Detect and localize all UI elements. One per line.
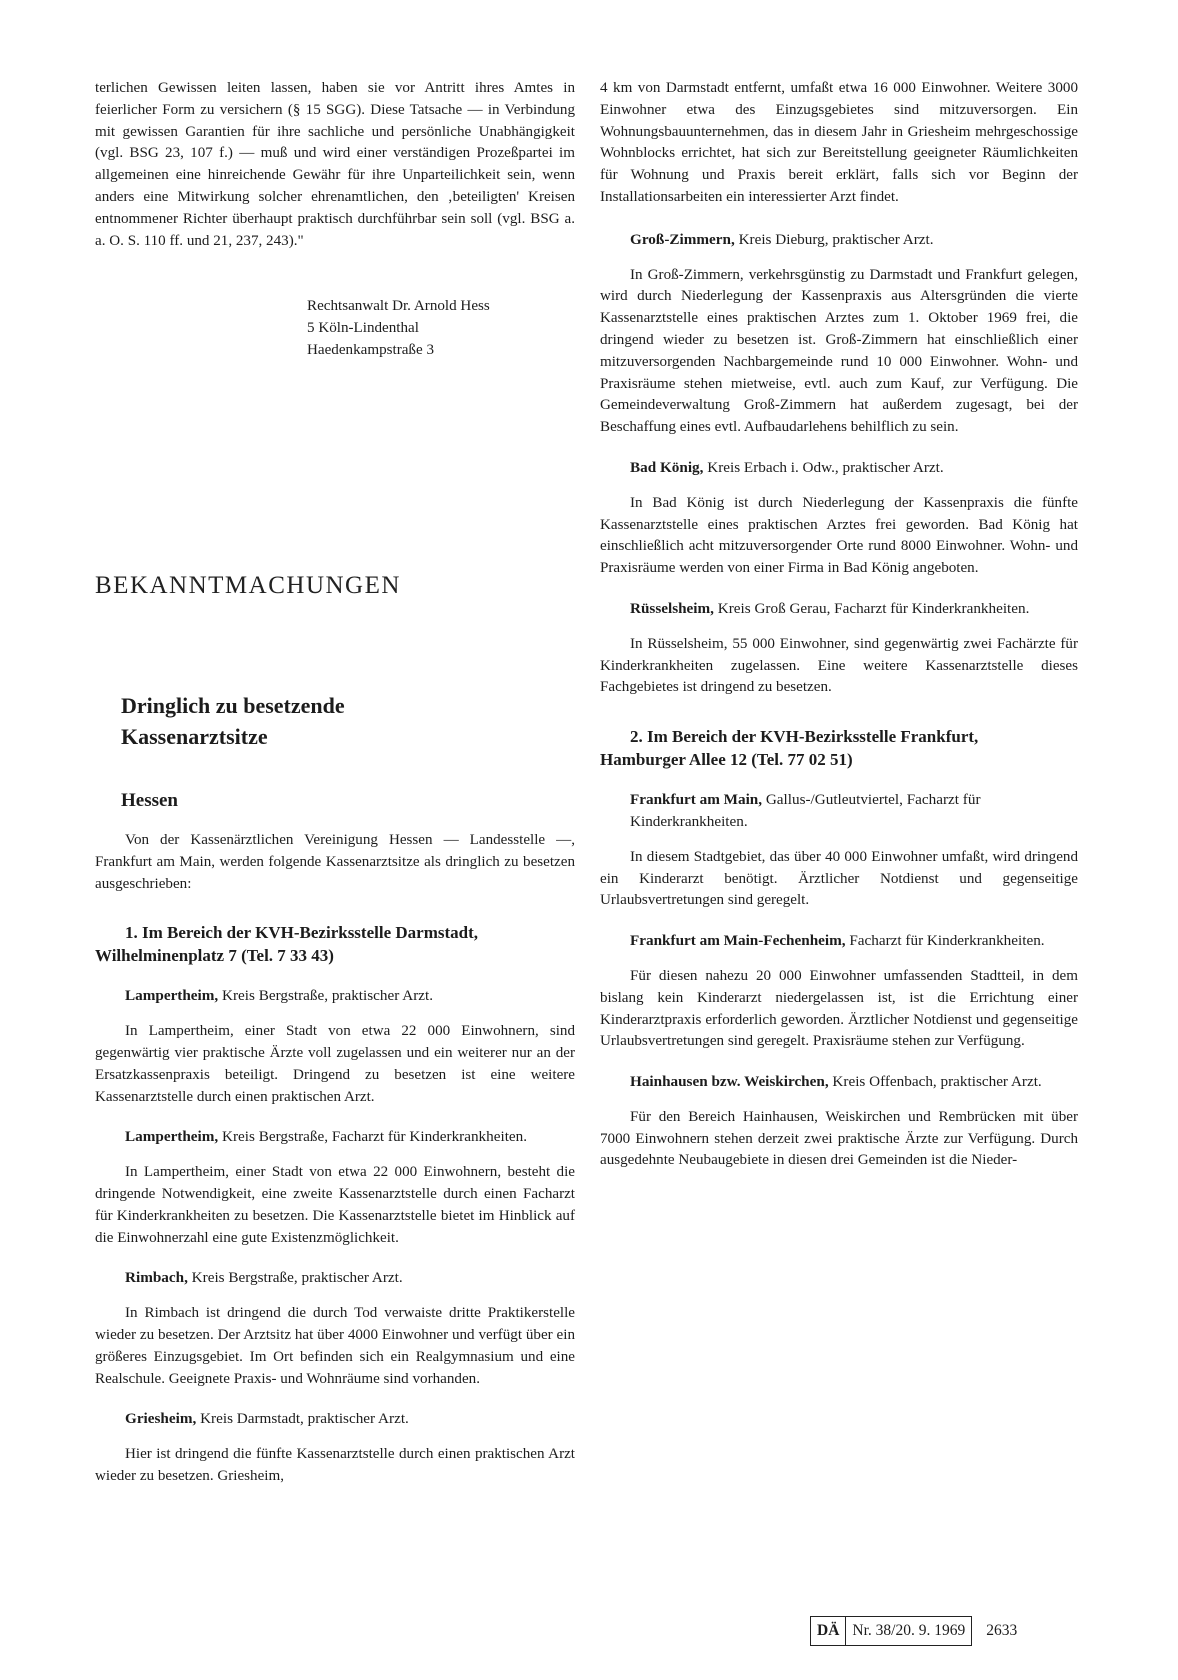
area-2-heading [600, 725, 1078, 771]
listing-body [95, 830, 575, 1488]
author-signature [307, 296, 575, 361]
area-2-line-1: 2. Im Bereich der KVH-Bezirksstelle Frankfurt, [630, 727, 979, 747]
entry-place: Rüsselsheim, [630, 599, 714, 617]
entry-place: Lampertheim, [125, 987, 219, 1005]
journal-abbrev: DÄ [810, 1616, 846, 1646]
entry-heading [600, 229, 1078, 251]
continuation-paragraph: 4 km von Darmstadt entfernt, umfaßt etwa 16 000 Einwohner. Weitere 3000 Einwohner etwa des Einzugsgebietes sind mitzuversorgen. Ein Wohnungsbauunternehmen, das in diesem Jahr in Griesheim mehrgeschossige Wohnblocks errichtet, hat sich zur Bereitstellung geeigneter Räumlichkeiten für Wohnung und Praxis bereit erklärt, falls sich vor Beginn der Installationsarbeiten ein interessierter Arzt findet. [600, 80, 1078, 205]
entry-text: Für diesen nahezu 20 000 Einwohner umfassenden Stadtteil, in dem bislang kein Kinderarzt niedergelassen ist, ist die Errichtung einer Kinderarztpraxis erforderlich geworden. Ärztlicher Notdienst und gegenseitige Urlaubsvertretungen sind geregelt. Praxisräume stehen zur Verfügung. [600, 967, 1078, 1050]
page-number: 2633 [986, 1622, 1018, 1639]
signature-street: Haedenkampstraße 3 [307, 341, 434, 358]
entry-place: Groß-Zimmern, [630, 230, 735, 248]
entry-text: In Rimbach ist dringend die durch Tod verwaiste dritte Praktikerstelle wieder zu besetzen. Der Arztsitz hat über 4000 Einwohner und verfügt über ein größeres Einzugsgebiet. Im Ort befinden sich ein Realgymnasium und eine Realschule. Geeignete Praxis- und Wohnräume sind vorhanden. [95, 1305, 575, 1387]
entry-desc: Kreis Groß Gerau, Facharzt für Kinderkrankheiten. [713, 599, 1030, 617]
continuation-paragraph: terlichen Gewissen leiten lassen, haben sie vor Antritt ihres Amtes in feierlicher Form zu versichern (§ 15 SGG). Diese Tatsache — in Verbindung mit gewissen Garantien für ihre sachliche und persönliche Unabhängigkeit (vgl. BSG 23, 107 f.) — muß und wird einer verständigen Prozeßpartei im allgemeinen eine hinreichende Gewähr für ihre Unparteilichkeit sein, wenn anders eine Mitwirkung solcher ehrenamtlichen, den ‚beteiligten' Kreisen entnommener Richter überhaupt praktisch durchführbar sein soll (vgl. BSG a. a. O. S. 110 ff. und 21, 237, 243)." [95, 80, 575, 249]
entry-heading [600, 789, 1078, 833]
entry-desc: Kreis Bergstraße, praktischer Arzt. [187, 1269, 403, 1287]
entry-heading [600, 930, 1078, 952]
entry-text: In Lampertheim, einer Stadt von etwa 22 000 Einwohnern, sind gegenwärtig vier praktische Ärzte voll zugelassen und ein weiterer nur an der Ersatzkassenpraxis beteiligt. Dringend zu besetzen ist eine weitere Kassenarztstelle durch einen praktischen Arzt. [95, 1023, 575, 1105]
entry-heading [600, 457, 1078, 479]
area-1-line-2: Wilhelminenplatz 7 (Tel. 7 33 43) [95, 946, 334, 966]
intro-paragraph: Von der Kassenärztlichen Vereinigung Hessen — Landesstelle —, Frankfurt am Main, werden folgende Kassenarztsitze als dringlich zu besetzen ausgeschrieben: [95, 832, 575, 892]
entry-place: Frankfurt am Main, [630, 791, 763, 809]
entry-heading [95, 1408, 575, 1430]
article-title [121, 690, 345, 752]
entry-text: In Groß-Zimmern, verkehrsgünstig zu Darmstadt und Frankfurt gelegen, wird durch Niederlegung der Kassenpraxis aus Altersgründen die vierte Kassenarztstelle eines praktischen Arztes zum 1. Oktober 1969 frei, die dringend wieder zu besetzen ist. Groß-Zimmern hat einschließlich einer mitzuversorgenden Nachbargemeinde rund 10 000 Einwohner. Wohn- und Praxisräume stehen mietweise, evtl. auch zum Kauf, zur Verfügung. Die Gemeindeverwaltung Groß-Zimmern hat außerdem zugesagt, bei der Beschaffung eines evtl. Aufbaudarlehens behilflich zu sein. [600, 266, 1078, 436]
entry-text: Hier ist dringend die fünfte Kassenarztstelle durch einen praktischen Arzt wieder zu besetzen. Griesheim, [95, 1446, 575, 1484]
entry-desc: Facharzt für Kinderkrankheiten. [845, 932, 1045, 950]
entry-place: Frankfurt am Main-Fechenheim, [630, 932, 846, 950]
entry-place: Rimbach, [125, 1269, 188, 1287]
title-line-1: Dringlich zu besetzende [121, 693, 345, 718]
issue-info: Nr. 38/20. 9. 1969 [846, 1616, 972, 1646]
signature-name: Rechtsanwalt Dr. Arnold Hess [307, 298, 490, 314]
entry-place: Bad König, [630, 458, 704, 476]
area-2-line-2: Hamburger Allee 12 (Tel. 77 02 51) [600, 750, 853, 770]
section-title: BEKANNTMACHUNGEN [95, 572, 401, 599]
right-column [600, 78, 1078, 1172]
title-line-2: Kassenarztsitze [121, 724, 268, 749]
entry-heading [95, 985, 575, 1007]
entry-desc: Gallus-/Gutleutviertel, Facharzt für Kinderkrankheiten. [630, 791, 981, 830]
entry-text: In Lampertheim, einer Stadt von etwa 22 000 Einwohnern, besteht die dringende Notwendigkeit, eine zweite Kassenarztstelle durch einen Facharzt für Kinderkrankheiten zu besetzen. Die Kassenarztstelle bietet im Hinblick auf die Einwohnerzahl eine gute Existenzmöglichkeit. [95, 1164, 575, 1246]
entry-desc: Kreis Bergstraße, praktischer Arzt. [218, 987, 434, 1005]
area-1-line-1: 1. Im Bereich der KVH-Bezirksstelle Darmstadt, [125, 923, 478, 943]
left-column [95, 78, 575, 1484]
entry-heading [95, 1267, 575, 1289]
entry-text: In Bad König ist durch Niederlegung der Kassenpraxis die fünfte Kassenarztstelle eines praktischen Arztes frei geworden. Bad König hat einschließlich acht mitzuversorgender Orte rund 8000 Einwohner. Wohn- und Praxisräume werden von einer Firma in Bad König angeboten. [600, 494, 1078, 577]
entry-text: In Rüsselsheim, 55 000 Einwohner, sind gegenwärtig zwei Fachärzte für Kinderkrankheiten zugelassen. Eine weitere Kassenarztstelle dieses Fachgebietes ist dringend zu besetzen. [600, 635, 1078, 696]
entry-desc: Kreis Erbach i. Odw., praktischer Arzt. [703, 458, 944, 476]
entry-desc: Kreis Bergstraße, Facharzt für Kinderkrankheiten. [218, 1128, 528, 1146]
entry-place: Hainhausen bzw. Weiskirchen, [630, 1073, 829, 1091]
region-heading: Hessen [121, 790, 178, 811]
entry-desc: Kreis Darmstadt, praktischer Arzt. [196, 1410, 409, 1428]
entry-desc: Kreis Dieburg, praktischer Arzt. [734, 230, 934, 248]
entry-place: Griesheim, [125, 1410, 197, 1428]
area-1-heading [95, 921, 575, 967]
entry-text: Für den Bereich Hainhausen, Weiskirchen und Rembrücken mit über 7000 Einwohnern stehen derzeit zwei praktische Ärzte zur Verfügung. Durch ausgedehnte Neubaugebiete in diesen drei Gemeinden ist die Nieder- [600, 1108, 1078, 1169]
entry-heading [95, 1126, 575, 1148]
entry-place: Lampertheim, [125, 1128, 219, 1146]
entry-heading [600, 598, 1078, 620]
entry-text: In diesem Stadtgebiet, das über 40 000 Einwohner umfaßt, wird dringend ein Kinderarzt benötigt. Ärztlicher Notdienst und gegenseitige Urlaubsvertretungen sind geregelt. [600, 848, 1078, 909]
entry-heading [600, 1071, 1078, 1093]
page-footer [810, 1616, 1017, 1646]
signature-city: 5 Köln-Lindenthal [307, 319, 419, 336]
entry-desc: Kreis Offenbach, praktischer Arzt. [828, 1073, 1042, 1091]
